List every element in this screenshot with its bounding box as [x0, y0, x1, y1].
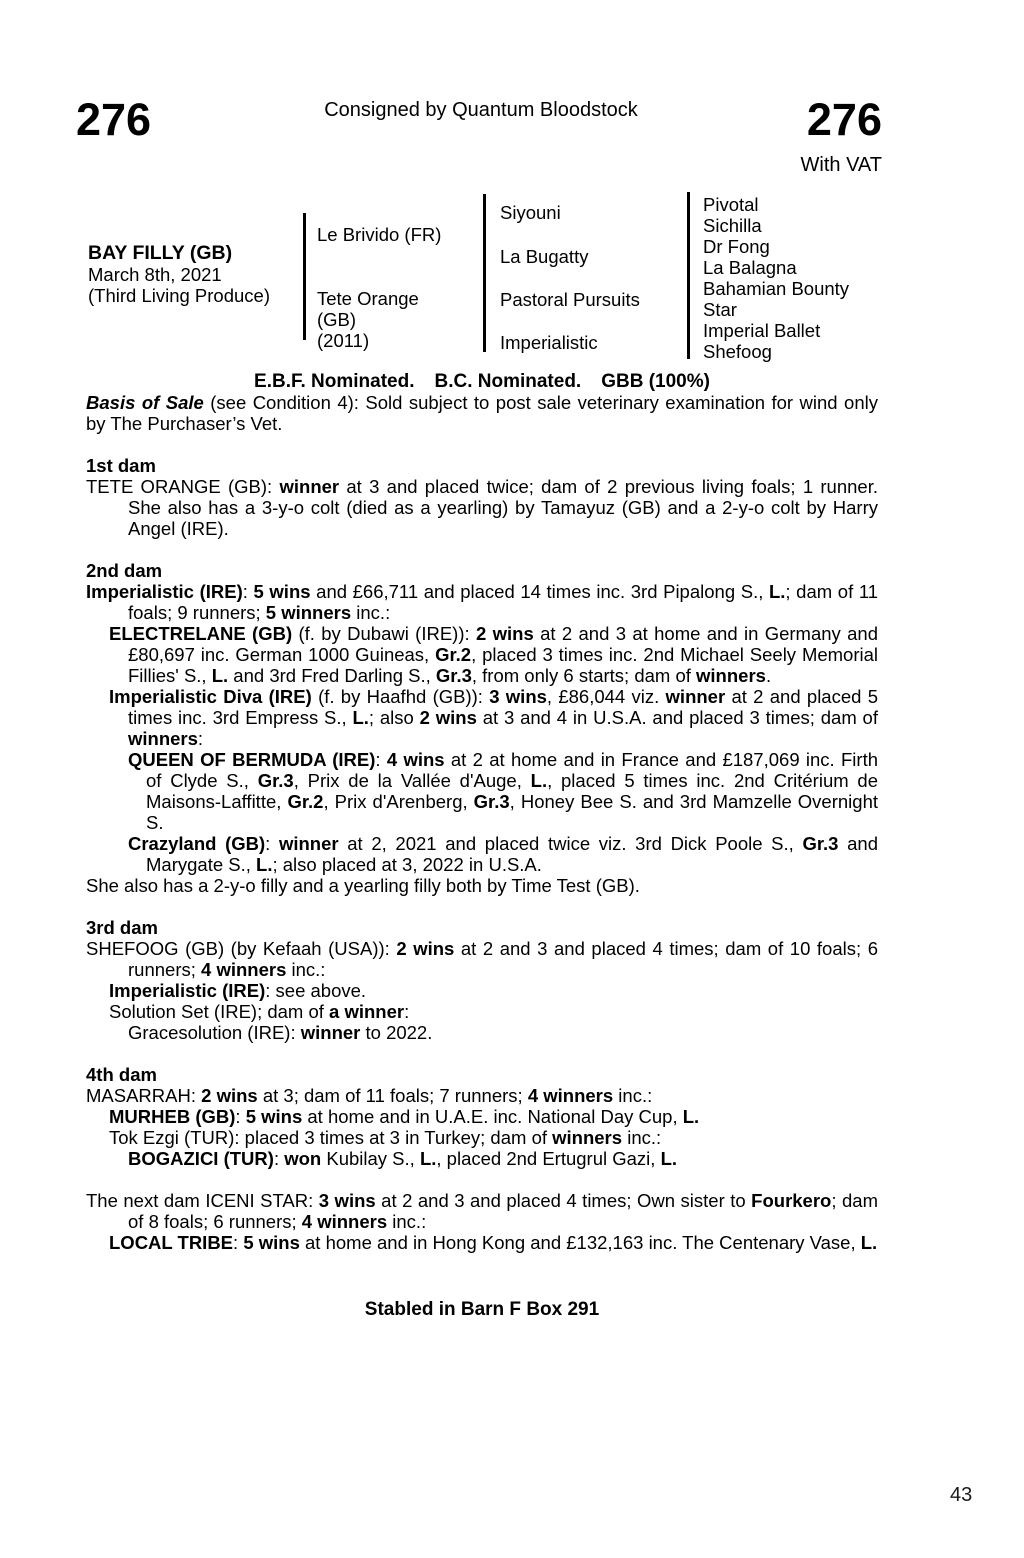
pedigree-paragraph: MURHEB (GB): 5 wins at home and in U.A.E. inc. National Day Cup, L. [109, 1106, 700, 1127]
nomination-gbb: GBB (100%) [601, 371, 710, 392]
consignor-line: Consigned by Quantum Bloodstock [324, 99, 638, 121]
great-grandparent: Sichilla [703, 215, 762, 236]
pedigree-paragraph: BOGAZICI (TUR): won Kubilay S., L., placed 2nd Ertugrul Gazi, L. [128, 1148, 678, 1169]
pedigree-paragraph: Solution Set (IRE); dam of a winner: [109, 1001, 410, 1022]
pedigree-paragraph: Imperialistic Diva (IRE) (f. by Haafhd (GB)): 3 wins, £86,044 viz. winner at 2 and placed 5 times inc. 3rd Empress S., L.; also 2 wins at 3 and 4 in U.S.A. and placed 3 times; dam of winners: [109, 686, 878, 749]
dam-year: (2011) [317, 330, 370, 351]
great-grandparents-list [703, 194, 849, 362]
basis-of-sale: Basis of Sale (see Condition 4): Sold subject to post sale veterinary examination for wind only by The Purchaser’s Vet. [86, 392, 878, 434]
subject-produce-note: (Third Living Produce) [88, 285, 270, 306]
pedigree-paragraph: Imperialistic (IRE): see above. [109, 980, 367, 1001]
catalogue-text [86, 371, 878, 1320]
pedigree-paragraph: TETE ORANGE (GB): winner at 3 and placed twice; dam of 2 previous living foals; 1 runner. She also has a 3-y-o colt (died as a yearling) by Tamayuz (GB) and a 2-y-o colt by Harry Angel (IRE). [86, 476, 878, 539]
dam-name: Tete Orange [317, 288, 419, 309]
pedigree-paragraph: Imperialistic (IRE): 5 wins and £66,711 and placed 14 times inc. 3rd Pipalong S., L.; dam of 11 foals; 9 runners; 5 winners inc.: [86, 581, 879, 623]
lot-number-right: 276 [806, 94, 882, 145]
lot-number-left: 276 [76, 94, 152, 145]
great-grandparent: Star [703, 299, 737, 320]
subject-name: BAY FILLY (GB) [88, 242, 233, 264]
section-heading-4th-dam: 4th dam [86, 1064, 157, 1085]
section-heading-1st-dam: 1st dam [86, 455, 156, 476]
pedigree-sire: Le Brivido (FR) [317, 224, 442, 245]
great-grandparent: Pivotal [703, 194, 759, 215]
dam-suffix: (GB) [317, 309, 357, 330]
nomination-ebf: E.B.F. Nominated. [254, 371, 415, 392]
great-grandparent: Bahamian Bounty [703, 278, 850, 299]
great-grandparent: Imperial Ballet [703, 320, 821, 341]
great-grandparent: La Balagna [703, 257, 797, 278]
pedigree-paragraph: ELECTRELANE (GB) (f. by Dubawi (IRE)): 2 wins at 2 and 3 at home and in Germany and £80,697 inc. German 1000 Guineas, Gr.2, placed 3 times inc. 2nd Michael Seely Memorial Fillies' S., L. and 3rd Fred Darling S., Gr.3, from only 6 starts; dam of winners. [109, 623, 879, 686]
pedigree-paragraph: Gracesolution (IRE): winner to 2022. [128, 1022, 433, 1043]
nominations-line [86, 371, 878, 392]
page-number: 43 [950, 1484, 973, 1506]
pedigree-paragraph: Tok Ezgi (TUR): placed 3 times at 3 in Turkey; dam of winners inc.: [109, 1127, 662, 1148]
pedigree-paragraph: QUEEN OF BERMUDA (IRE): 4 wins at 2 at home and in France and £187,069 inc. Firth of Clyde S., Gr.3, Prix de la Vallée d'Auge, L., placed 5 times inc. 2nd Critérium de Maisons-Laffitte, Gr.2, Prix d'Arenberg, Gr.3, Honey Bee S. and 3rd Mamzelle Overnight S. [128, 749, 879, 833]
pedigree-divider-3 [687, 192, 690, 359]
grandparent-sire-dam: La Bugatty [500, 246, 589, 267]
pedigree-paragraph: LOCAL TRIBE: 5 wins at home and in Hong Kong and £132,163 inc. The Centenary Vase, L. [109, 1232, 878, 1253]
grandparent-sire-sire: Siyouni [500, 202, 561, 223]
pedigree-subject [88, 243, 270, 306]
subject-dob: March 8th, 2021 [88, 264, 222, 285]
vat-note: With VAT [800, 154, 882, 176]
header-right-block [640, 94, 882, 177]
pedigree-paragraph: MASARRAH: 2 wins at 3; dam of 11 foals; 7 runners; 4 winners inc.: [86, 1085, 653, 1106]
section-heading-3rd-dam: 3rd dam [86, 917, 158, 938]
nomination-bc: B.C. Nominated. [434, 371, 582, 392]
section-heading-2nd-dam: 2nd dam [86, 560, 163, 581]
pedigree-paragraph: Crazyland (GB): winner at 2, 2021 and placed twice viz. 3rd Dick Poole S., Gr.3 and Marygate S., L.; also placed at 3, 2022 in U.S.A. [128, 833, 878, 875]
pedigree-divider-2 [483, 194, 486, 352]
pedigree-table [86, 188, 878, 366]
grandparent-dam-sire: Pastoral Pursuits [500, 289, 640, 310]
pedigree-dam [317, 288, 419, 351]
great-grandparent: Shefoog [703, 341, 772, 362]
great-grandparent: Dr Fong [703, 236, 770, 257]
stabling-note: Stabled in Barn F Box 291 [364, 1299, 600, 1320]
pedigree-paragraph: She also has a 2-y-o filly and a yearling filly both by Time Test (GB). [86, 875, 640, 896]
pedigree-paragraph: SHEFOOG (GB) (by Kefaah (USA)): 2 wins at 2 and 3 and placed 4 times; dam of 10 foals; 6 runners; 4 winners inc.: [86, 938, 878, 980]
pedigree-paragraph: The next dam ICENI STAR: 3 wins at 2 and 3 and placed 4 times; Own sister to Fourkero; dam of 8 foals; 6 runners; 4 winners inc.: [86, 1190, 878, 1232]
pedigree-divider-1 [303, 213, 306, 340]
grandparent-dam-dam: Imperialistic [500, 332, 598, 353]
